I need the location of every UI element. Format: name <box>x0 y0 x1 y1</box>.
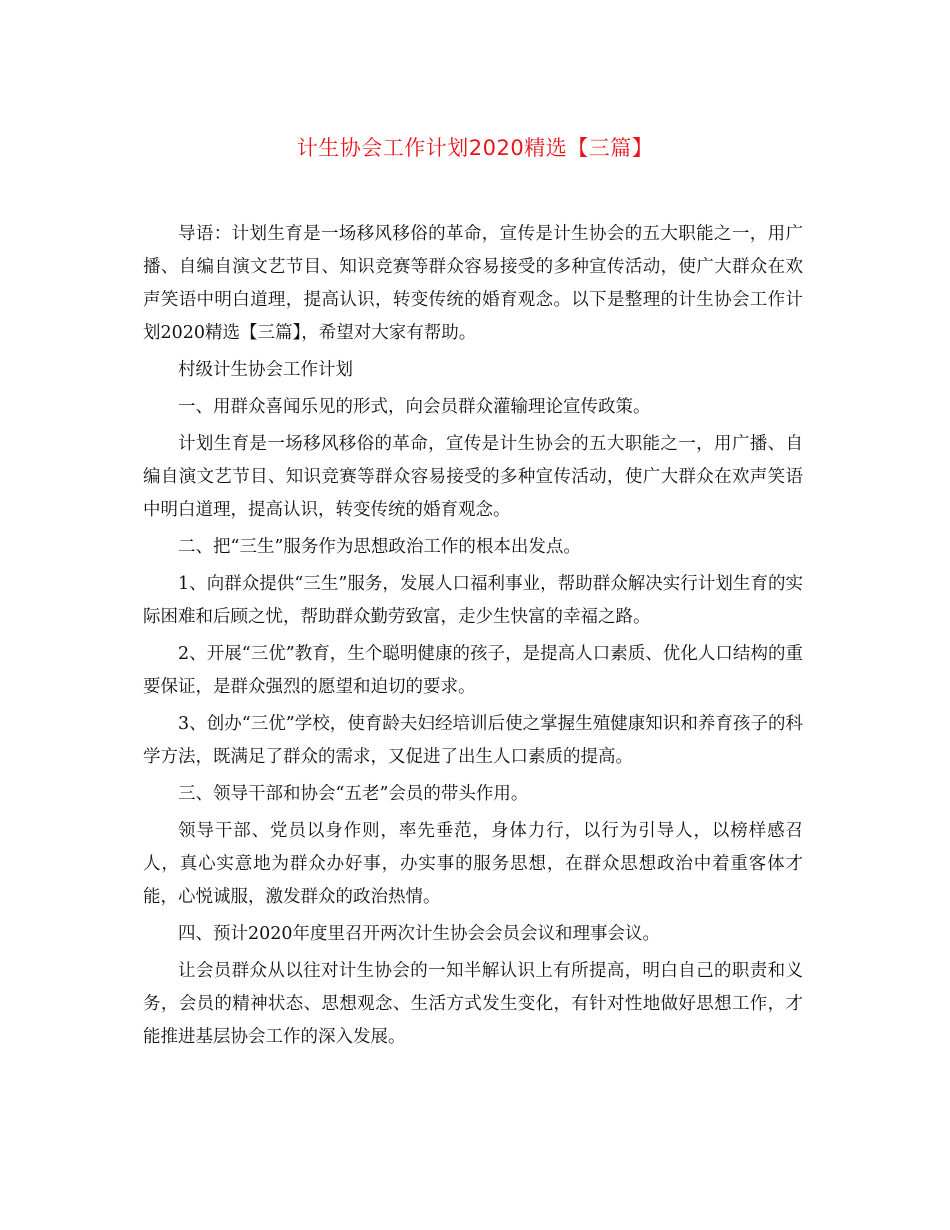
section-heading: 村级计生协会工作计划 <box>178 360 353 380</box>
document-title: 计生协会工作计划2020精选【三篇】 <box>296 136 654 160</box>
document-body <box>143 218 803 1058</box>
body-paragraph: 3、创办“三优”学校，使育龄夫妇经培训后使之掌握生殖健康知识和养育孩子的科学方法，既满足了群众的需求，又促进了出生人口素质的提高。 <box>143 714 803 767</box>
item-heading-1: 一、用群众喜闻乐见的形式，向会员群众灌输理论宣传政策。 <box>178 397 651 417</box>
item-heading-4: 四、预计2020年度里召开两次计生协会会员会议和理事会议。 <box>178 924 661 944</box>
body-paragraph: 计划生育是一场移风移俗的革命，宣传是计生协会的五大职能之一，用广播、自编自演文艺节目、知识竞赛等群众容易接受的多种宣传活动，使广大群众在欢声笑语中明白道理，提高认识，转变传统的婚育观念。 <box>143 434 803 520</box>
item-heading-3: 三、领导干部和协会“五老”会员的带头作用。 <box>178 784 529 804</box>
body-paragraph: 1、向群众提供“三生”服务，发展人口福利事业，帮助群众解决实行计划生育的实际困难和后顾之忧，帮助群众勤劳致富，走少生快富的幸福之路。 <box>143 574 803 627</box>
body-paragraph: 领导干部、党员以身作则，率先垂范，身体力行，以行为引导人，以榜样感召人，真心实意地为群众办好事，办实事的服务思想，在群众思想政治中着重客体才能，心悦诚服，激发群众的政治热情。 <box>143 821 803 907</box>
body-paragraph: 让会员群众从以往对计生协会的一知半解认识上有所提高，明白自己的职责和义务，会员的精神状态、思想观念、生活方式发生变化，有针对性地做好思想工作，才能推进基层协会工作的深入发展。 <box>143 961 803 1047</box>
item-heading-2: 二、把“三生”服务作为思想政治工作的根本出发点。 <box>178 537 581 557</box>
intro-paragraph: 导语：计划生育是一场移风移俗的革命，宣传是计生协会的五大职能之一，用广播、自编自演文艺节目、知识竞赛等群众容易接受的多种宣传活动，使广大群众在欢声笑语中明白道理，提高认识，转变传统的婚育观念。以下是整理的计生协会工作计划2020精选【三篇】，希望对大家有帮助。 <box>143 224 803 343</box>
body-paragraph: 2、开展“三优”教育，生个聪明健康的孩子，是提高人口素质、优化人口结构的重要保证，是群众强烈的愿望和迫切的要求。 <box>143 644 803 697</box>
